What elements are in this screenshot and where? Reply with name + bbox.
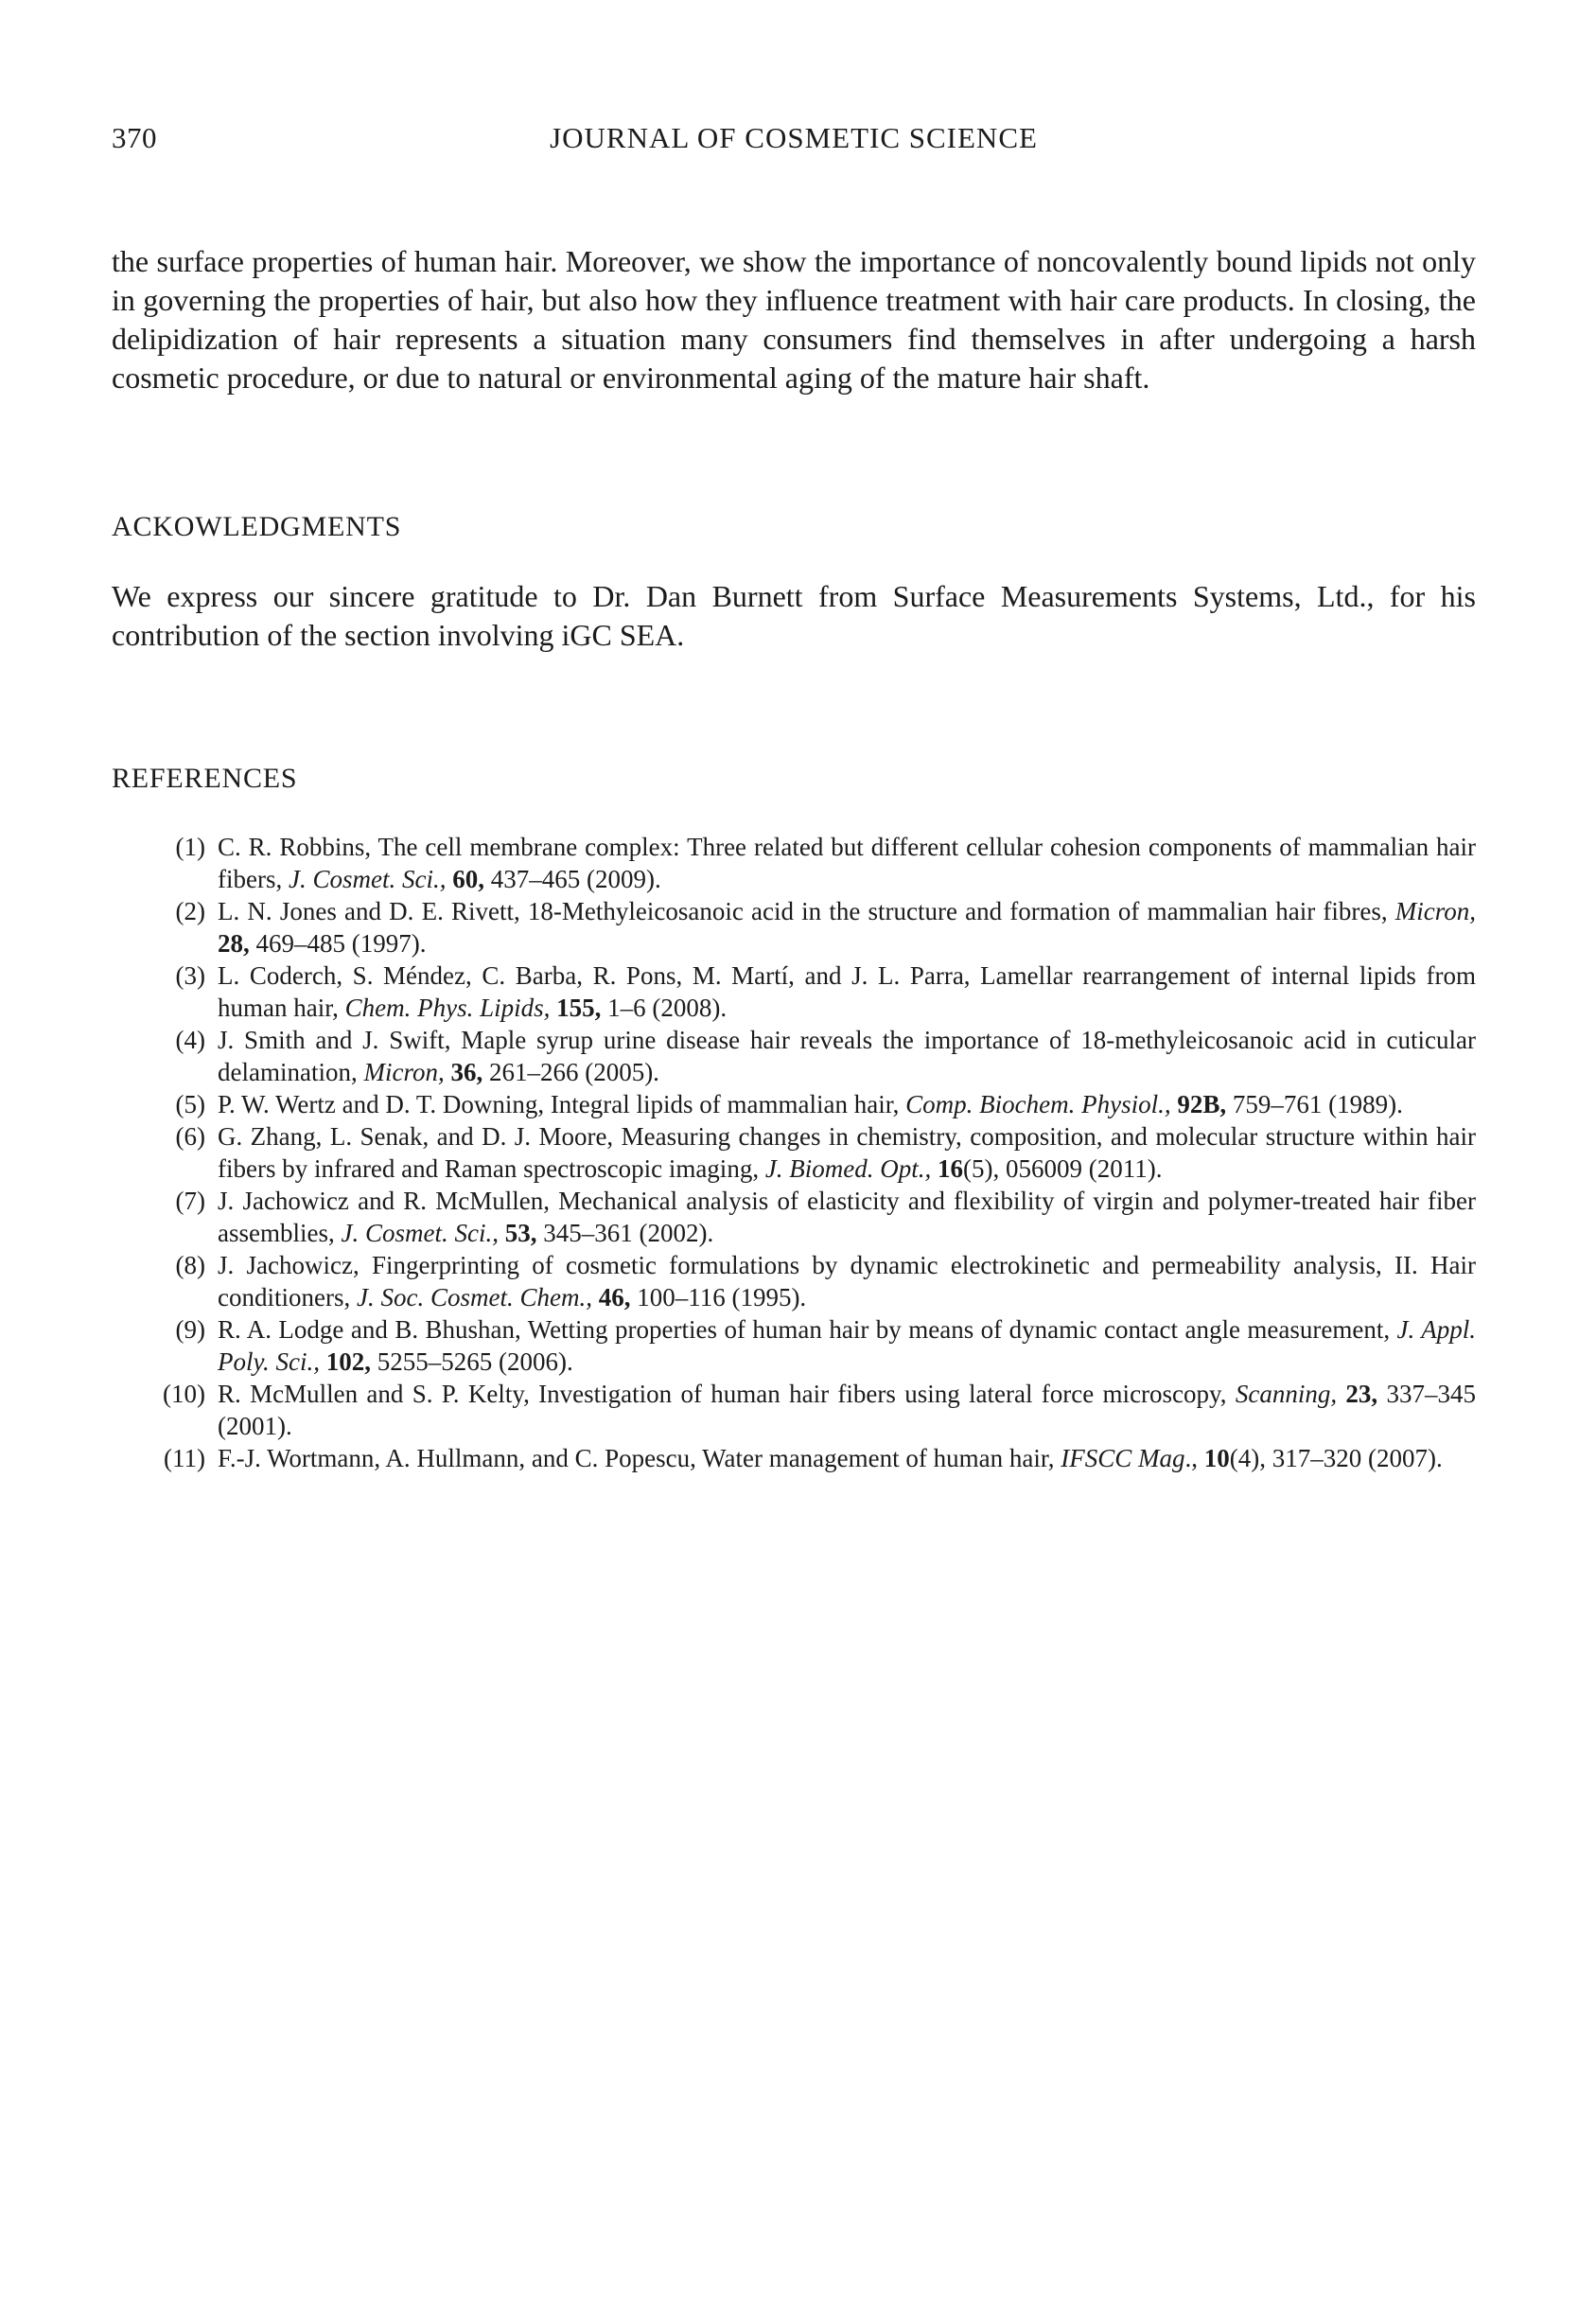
reference-item (112, 959, 1476, 1024)
reference-number: (4) (175, 1026, 205, 1054)
reference-segment-bold: 60, (452, 865, 491, 893)
reference-segment-roman: R. A. Lodge and B. Bhushan, Wetting properties of human hair by means of dynamic contact angle measurement, (218, 1315, 1397, 1344)
reference-item (112, 1120, 1476, 1185)
reference-segment-roman: 5255–5265 (2006). (377, 1347, 573, 1376)
reference-segment-roman: G. Zhang, L. Senak, and D. J. Moore, Measuring changes in chemistry, composition, and molecular structure within hair fibers by infrared and Raman spectroscopic imaging, (218, 1122, 1476, 1183)
reference-segment-bold: 102, (325, 1347, 377, 1376)
reference-segment-roman: L. Coderch, S. Méndez, C. Barba, R. Pons, M. Martí, and J. L. Parra, Lamellar rearrangement of internal lipids from human hair, (218, 961, 1476, 1022)
running-header (112, 121, 1476, 161)
reference-segment-italic: J. Appl. Poly. Sci., (218, 1315, 1476, 1376)
reference-segment-italic: J. Biomed. Opt., (764, 1154, 938, 1183)
reference-segment-roman: (5), 056009 (2011). (963, 1154, 1163, 1183)
reference-segment-roman: 1–6 (2008). (607, 994, 728, 1022)
reference-segment-bold: 53, (504, 1219, 544, 1247)
reference-text (218, 1442, 1476, 1474)
reference-segment-roman: R. McMullen and S. P. Kelty, Investigation of human hair fibers using lateral force microscopy, (218, 1380, 1236, 1408)
reference-text (218, 1313, 1476, 1378)
reference-number: (3) (175, 961, 205, 990)
reference-segment-roman: F.-J. Wortmann, A. Hullmann, and C. Popescu, Water management of human hair, (218, 1444, 1061, 1472)
reference-item (112, 1249, 1476, 1313)
reference-segment-italic: Scanning, (1235, 1380, 1346, 1408)
body-paragraph: the surface properties of human hair. Moreover, we show the importance of noncovalently bound lipids not only in governing the properties of hair, but also how they influence treatment with hair care products. In closing, the delipidization of hair represents a situation many consumers find themselves in after undergoing a harsh cosmetic procedure, or due to natural or environmental aging of the mature hair shaft. (112, 244, 1476, 395)
reference-item (112, 895, 1476, 959)
reference-text (218, 831, 1476, 895)
reference-segment-roman: 469–485 (1997). (255, 929, 427, 958)
reference-text (218, 1088, 1476, 1120)
reference-segment-roman: 337–345 (2001). (218, 1380, 1476, 1440)
reference-text (218, 1120, 1476, 1185)
acknowledgments-text: We express our sincere gratitude to Dr. Dan Burnett from Surface Measurements Systems, Ltd., for his contribution of the section involving iGC SEA. (112, 579, 1476, 652)
reference-item (112, 1378, 1476, 1442)
reference-segment-roman: (4), 317–320 (2007). (1229, 1444, 1443, 1472)
reference-number: (8) (175, 1251, 205, 1279)
reference-segment-roman: 100–116 (1995). (637, 1283, 807, 1311)
reference-number: (10) (163, 1380, 205, 1408)
references-heading: REFERENCES (112, 763, 298, 794)
reference-segment-bold: 23, (1345, 1380, 1387, 1408)
reference-segment-italic: Micron, (1394, 897, 1476, 925)
reference-text (218, 959, 1476, 1024)
reference-segment-italic: J. Cosmet. Sci., (288, 865, 453, 893)
reference-segment-italic: Chem. Phys. Lipids, (344, 994, 557, 1022)
reference-segment-roman: 345–361 (2002). (543, 1219, 714, 1247)
reference-segment-roman: 437–465 (2009). (490, 865, 661, 893)
reference-text (218, 1185, 1476, 1249)
reference-item (112, 1313, 1476, 1378)
acknowledgments-heading: ACKOWLEDGMENTS (112, 511, 402, 542)
reference-segment-roman: L. N. Jones and D. E. Rivett, 18-Methyleicosanoic acid in the structure and formation of mammalian hair fibres, (218, 897, 1395, 925)
reference-item (112, 831, 1476, 895)
reference-segment-roman: 759–761 (1989). (1232, 1090, 1403, 1118)
reference-segment-bold: 10 (1203, 1444, 1230, 1472)
reference-segment-italic: Comp. Biochem. Physiol., (905, 1090, 1178, 1118)
journal-title: JOURNAL OF COSMETIC SCIENCE (550, 121, 1038, 154)
reference-number: (7) (175, 1187, 205, 1215)
reference-segment-roman: J. Jachowicz and R. McMullen, Mechanical analysis of elasticity and flexibility of virgin and polymer-treated hair fiber assemblies, (218, 1187, 1476, 1247)
reference-segment-roman: J. Jachowicz, Fingerprinting of cosmetic formulations by dynamic electrokinetic and permeability analysis, II. Hair conditioners, (218, 1251, 1476, 1311)
reference-text (218, 1378, 1476, 1442)
reference-list (112, 831, 1476, 1474)
reference-segment-italic: IFSCC Mag (1061, 1444, 1185, 1472)
reference-number: (5) (175, 1090, 205, 1118)
reference-segment-roman: P. W. Wertz and D. T. Downing, Integral lipids of mammalian hair, (218, 1090, 906, 1118)
reference-segment-italic: J. Soc. Cosmet. Chem., (356, 1283, 599, 1311)
reference-segment-bold: 36, (450, 1058, 489, 1086)
reference-segment-roman: ., (1184, 1444, 1204, 1472)
reference-segment-italic: Micron, (363, 1058, 451, 1086)
reference-text (218, 1024, 1476, 1088)
reference-segment-bold: 155, (556, 994, 608, 1022)
reference-item (112, 1088, 1476, 1120)
reference-segment-italic: J. Cosmet. Sci., (341, 1219, 505, 1247)
reference-segment-bold: 92B, (1177, 1090, 1233, 1118)
reference-number: (1) (175, 833, 205, 861)
reference-item (112, 1185, 1476, 1249)
reference-segment-bold: 16 (938, 1154, 964, 1183)
reference-number: (6) (175, 1122, 205, 1151)
reference-segment-roman: 261–266 (2005). (488, 1058, 659, 1086)
reference-segment-roman: C. R. Robbins, The cell membrane complex: Three related but different cellular cohesion components of mammalian hair fibers, (218, 833, 1476, 893)
reference-number: (2) (175, 897, 205, 925)
page-number: 370 (112, 121, 157, 154)
reference-text (218, 895, 1476, 959)
reference-item (112, 1024, 1476, 1088)
reference-number: (9) (175, 1315, 205, 1344)
reference-segment-bold: 46, (598, 1283, 638, 1311)
reference-segment-roman: J. Smith and J. Swift, Maple syrup urine disease hair reveals the importance of 18-methyleicosanoic acid in cuticular delamination, (218, 1026, 1476, 1086)
reference-item (112, 1442, 1476, 1474)
reference-number: (11) (164, 1444, 205, 1472)
reference-text (218, 1249, 1476, 1313)
reference-segment-bold: 28, (218, 929, 256, 958)
